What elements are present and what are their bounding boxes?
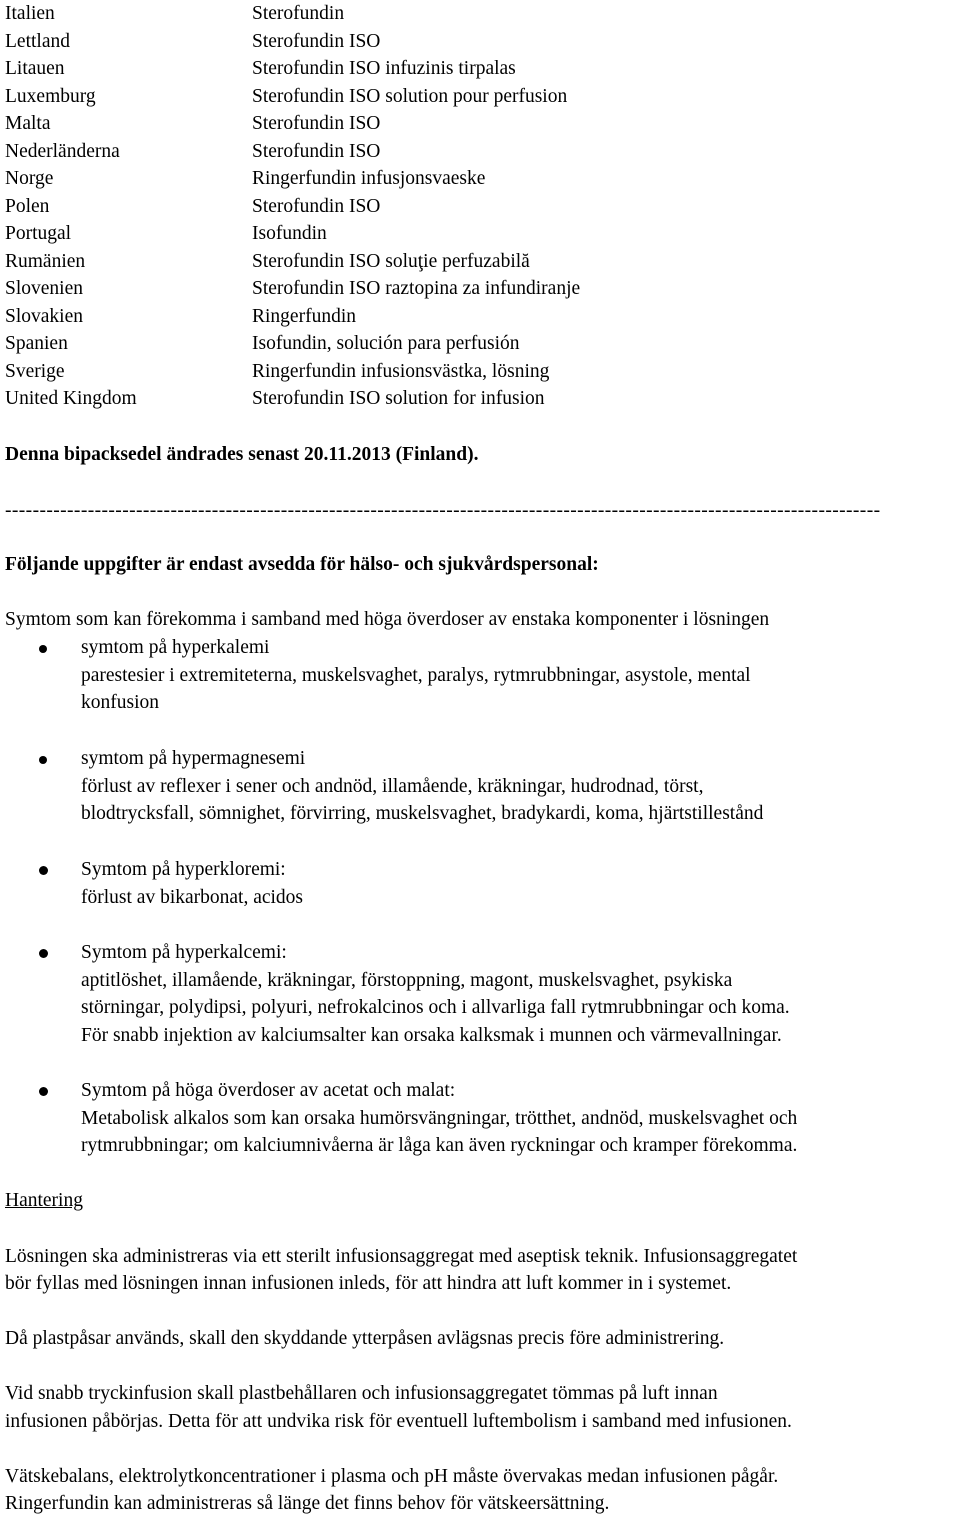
bullet-icon [39,645,47,653]
paragraph-line: Lösningen ska administreras via ett sterilt infusionsaggregat med aseptisk teknik. Infusionsaggregatet [5,1246,798,1267]
country-name: Slovakien [5,305,83,327]
product-name: Isofundin, solución para perfusión [252,333,520,354]
table-row [5,138,380,165]
table-row [5,165,485,192]
paragraph-line: Vätskebalans, elektrolytkoncentrationer i plasma och pH måste övervakas medan infusionen pågår. [5,1466,779,1487]
bullet-icon [39,866,48,875]
product-name: Isofundin [252,223,327,244]
bullet-icon [39,949,48,958]
table-row [5,358,549,385]
product-name: Sterofundin ISO [252,113,381,134]
country-name: Italien [5,3,55,24]
product-name: Sterofundin ISO raztopina za infundiranje [252,278,581,299]
table-row [5,385,545,412]
symptom-description: aptitlöshet, illamående, kräkningar, förstoppning, magont, muskelsvaghet, psykiska [81,970,733,991]
paragraph-line: infusionen påbörjas. Detta för att undvika risk för eventuell luftembolism i samband med infusionen. [5,1411,792,1432]
symptom-title: Symtom på höga överdoser av acetat och malat: [81,1080,456,1101]
symptoms-intro: Symtom som kan förekomma i samband med höga överdoser av enstaka komponenter i lösningen [5,609,770,630]
symptom-title: symtom på hyperkalemi [81,637,270,658]
table-row [5,275,580,302]
symptom-description: parestesier i extremiteterna, muskelsvaghet, paralys, rytmrubbningar, asystole, mental [81,665,751,686]
symptom-title: symtom på hypermagnesemi [81,748,306,769]
table-row [5,0,344,27]
symptom-description: förlust av reflexer i sener och andnöd, illamående, kräkningar, hudrodnad, törst, [81,776,704,797]
paragraph-line: bör fyllas med lösningen innan infusionen inleds, för att hindra att luft kommer in i systemet. [5,1273,732,1294]
country-name: Norge [5,168,54,189]
table-row [5,330,520,357]
symptom-description: förlust av bikarbonat, acidos [81,887,304,908]
country-name: Rumänien [5,250,86,272]
country-name: Nederländerna [5,140,120,162]
symptom-title: Symtom på hyperkalcemi: [81,942,287,963]
product-name: Ringerfundin [252,305,356,327]
product-name: Sterofundin ISO [252,30,381,52]
handling-heading: Hantering [5,1190,83,1211]
bullet-icon [39,1087,48,1096]
country-name: Slovenien [5,278,83,299]
symptom-title: Symtom på hyperkloremi: [81,859,286,880]
product-name: Sterofundin [252,3,345,24]
product-name: Ringerfundin infusjonsvaeske [252,168,486,189]
dashed-divider: ------------------------------------------------------------------------------------------------------------------------------- [5,500,881,521]
symptom-description: blodtrycksfall, sömnighet, förvirring, muskelsvaghet, bradykardi, koma, hjärtstillestånd [81,803,764,824]
product-name: Sterofundin ISO [252,195,381,217]
country-name: Litauen [5,58,65,79]
country-name: United Kingdom [5,388,137,409]
symptom-description: konfusion [81,692,159,713]
country-name: Spanien [5,333,68,354]
professionals-heading: Följande uppgifter är endast avsedda för hälso- och sjukvårdspersonal: [5,554,599,575]
table-row [5,83,567,110]
symptom-description: Metabolisk alkalos som kan orsaka humörsvängningar, trötthet, andnöd, muskelsvaghet och [81,1108,798,1129]
product-name: Sterofundin ISO [252,140,381,162]
paragraph-line: Ringerfundin kan administreras så länge det finns behov för vätskeersättning. [5,1493,610,1514]
product-name: Ringerfundin infusionsvästka, lösning [252,360,550,382]
table-row [5,110,380,137]
product-name: Sterofundin ISO solution for infusion [252,388,545,409]
symptom-description: störningar, polydipsi, polyuri, nefrokalcinos och i allvarliga fall rytmrubbningar och koma. [81,997,790,1018]
bullet-icon [39,756,47,764]
country-name: Sverige [5,360,65,382]
table-row [5,303,356,330]
table-row [5,248,530,275]
product-name: Sterofundin ISO solution pour perfusion [252,85,568,107]
country-name: Malta [5,113,51,134]
table-row [5,28,380,55]
product-name: Sterofundin ISO infuzinis tirpalas [252,58,516,79]
table-row [5,220,327,247]
country-name: Polen [5,195,50,217]
country-name: Lettland [5,30,70,52]
product-name: Sterofundin ISO soluţie perfuzabilă [252,250,530,272]
symptom-description: rytmrubbningar; om kalciumnivåerna är låga kan även ryckningar och kramper förekomma. [81,1135,798,1156]
revision-note: Denna bipacksedel ändrades senast 20.11.2013 (Finland). [5,444,479,465]
country-name: Luxemburg [5,85,96,107]
country-name: Portugal [5,223,72,244]
table-row [5,193,380,220]
table-row [5,55,516,82]
symptom-description: För snabb injektion av kalciumsalter kan orsaka kalksmak i munnen och värmevallningar. [81,1025,782,1046]
paragraph-line: Då plastpåsar används, skall den skyddande ytterpåsen avlägsnas precis före administrering. [5,1328,725,1349]
paragraph-line: Vid snabb tryckinfusion skall plastbehållaren och infusionsaggregatet tömmas på luft innan [5,1383,718,1404]
